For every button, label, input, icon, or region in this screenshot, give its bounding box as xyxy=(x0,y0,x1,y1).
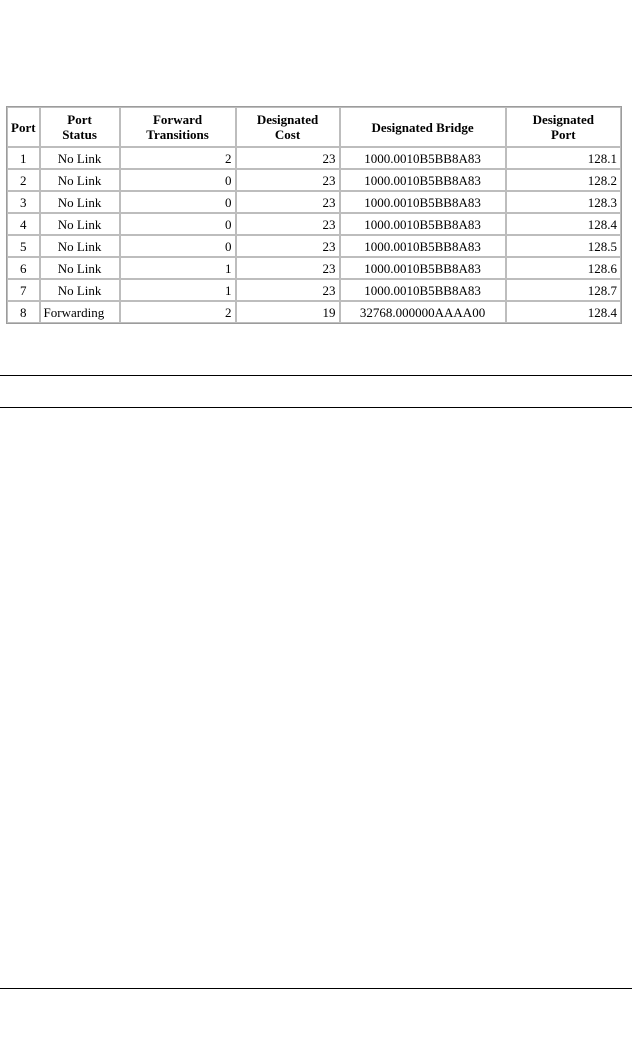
cell-port: 7 xyxy=(7,279,40,301)
cell-cost: 23 xyxy=(236,191,340,213)
spanning-tree-port-table xyxy=(6,106,622,324)
cell-cost: 23 xyxy=(236,235,340,257)
cell-cost: 23 xyxy=(236,257,340,279)
cell-port: 8 xyxy=(7,301,40,323)
cell-status: No Link xyxy=(40,257,120,279)
cell-transitions: 0 xyxy=(120,235,236,257)
cell-designated-port: 128.5 xyxy=(506,235,621,257)
cell-status: No Link xyxy=(40,235,120,257)
table-row xyxy=(7,257,621,279)
header-designated-cost: Designated Cost xyxy=(236,107,340,147)
cell-cost: 23 xyxy=(236,213,340,235)
cell-transitions: 0 xyxy=(120,191,236,213)
header-designated-bridge: Designated Bridge xyxy=(340,107,506,147)
cell-bridge: 32768.000000AAAA00 xyxy=(340,301,506,323)
cell-status: Forwarding xyxy=(40,301,120,323)
table-row xyxy=(7,191,621,213)
cell-status: No Link xyxy=(40,147,120,169)
cell-port: 5 xyxy=(7,235,40,257)
cell-bridge: 1000.0010B5BB8A83 xyxy=(340,257,506,279)
cell-status: No Link xyxy=(40,169,120,191)
cell-designated-port: 128.4 xyxy=(506,301,621,323)
cell-bridge: 1000.0010B5BB8A83 xyxy=(340,279,506,301)
table-row xyxy=(7,213,621,235)
cell-transitions: 1 xyxy=(120,279,236,301)
cell-status: No Link xyxy=(40,279,120,301)
cell-port: 4 xyxy=(7,213,40,235)
table-row xyxy=(7,235,621,257)
table-row xyxy=(7,279,621,301)
cell-port: 6 xyxy=(7,257,40,279)
divider-bottom xyxy=(0,988,632,989)
divider-top xyxy=(0,375,632,376)
cell-designated-port: 128.2 xyxy=(506,169,621,191)
cell-bridge: 1000.0010B5BB8A83 xyxy=(340,191,506,213)
table-row xyxy=(7,147,621,169)
cell-status: No Link xyxy=(40,191,120,213)
cell-cost: 23 xyxy=(236,147,340,169)
cell-designated-port: 128.6 xyxy=(506,257,621,279)
cell-transitions: 0 xyxy=(120,213,236,235)
divider-middle xyxy=(0,407,632,408)
cell-designated-port: 128.3 xyxy=(506,191,621,213)
header-port-status: Port Status xyxy=(40,107,120,147)
cell-designated-port: 128.7 xyxy=(506,279,621,301)
table-row xyxy=(7,301,621,323)
cell-status: No Link xyxy=(40,213,120,235)
cell-transitions: 0 xyxy=(120,169,236,191)
header-forward-transitions: Forward Transitions xyxy=(120,107,236,147)
cell-designated-port: 128.4 xyxy=(506,213,621,235)
cell-transitions: 2 xyxy=(120,301,236,323)
cell-bridge: 1000.0010B5BB8A83 xyxy=(340,213,506,235)
cell-designated-port: 128.1 xyxy=(506,147,621,169)
cell-transitions: 1 xyxy=(120,257,236,279)
header-port: Port xyxy=(7,107,40,147)
cell-port: 2 xyxy=(7,169,40,191)
cell-cost: 23 xyxy=(236,279,340,301)
cell-transitions: 2 xyxy=(120,147,236,169)
cell-cost: 19 xyxy=(236,301,340,323)
cell-cost: 23 xyxy=(236,169,340,191)
cell-port: 1 xyxy=(7,147,40,169)
cell-bridge: 1000.0010B5BB8A83 xyxy=(340,169,506,191)
table-row xyxy=(7,169,621,191)
cell-bridge: 1000.0010B5BB8A83 xyxy=(340,235,506,257)
table-header-row xyxy=(7,107,621,147)
cell-port: 3 xyxy=(7,191,40,213)
header-designated-port: Designated Port xyxy=(506,107,621,147)
cell-bridge: 1000.0010B5BB8A83 xyxy=(340,147,506,169)
